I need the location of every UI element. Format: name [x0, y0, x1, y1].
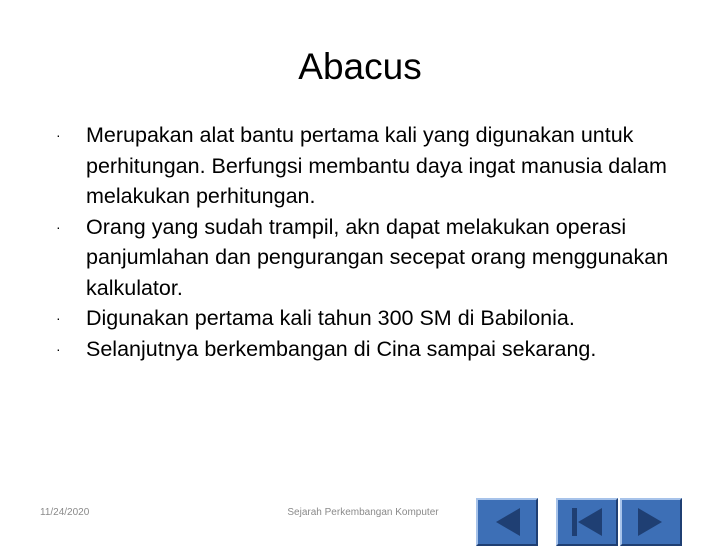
- footer-date: 11/24/2020: [40, 507, 90, 518]
- bullet-item: [38, 334, 698, 365]
- bullet-item: [38, 120, 698, 212]
- bullet-marker: ·: [56, 218, 61, 235]
- first-slide-button[interactable]: [556, 498, 618, 546]
- bullet-marker: ·: [56, 340, 61, 357]
- bullet-text: Selanjutnya berkembangan di Cina sampai sekarang.: [86, 336, 597, 361]
- bullet-text: Merupakan alat bantu pertama kali yang digunakan untuk perhitungan. Berfungsi membantu daya ingat manusia dalam melakukan perhitungan.: [86, 123, 667, 208]
- triangle-right-icon: [622, 500, 680, 544]
- triangle-left-icon: [478, 500, 536, 544]
- footer-title: Sejarah Perkembangan Komputer: [287, 507, 439, 518]
- bullet-text: Orang yang sudah trampil, akn dapat melakukan operasi panjumlahan dan pengurangan secepat orang menggunakan kalkulator.: [86, 214, 669, 300]
- bullet-marker: ·: [56, 310, 61, 326]
- bullet-list: [38, 120, 698, 364]
- previous-slide-button[interactable]: [476, 498, 538, 546]
- bullet-item: [38, 303, 698, 334]
- next-slide-button[interactable]: [620, 498, 682, 546]
- bullet-item: [38, 212, 698, 304]
- bullet-marker: ·: [56, 127, 61, 143]
- slide-title: Abacus: [298, 46, 422, 87]
- first-slide-icon: [558, 500, 616, 544]
- bullet-text: Digunakan pertama kali tahun 300 SM di Babilonia.: [86, 306, 575, 330]
